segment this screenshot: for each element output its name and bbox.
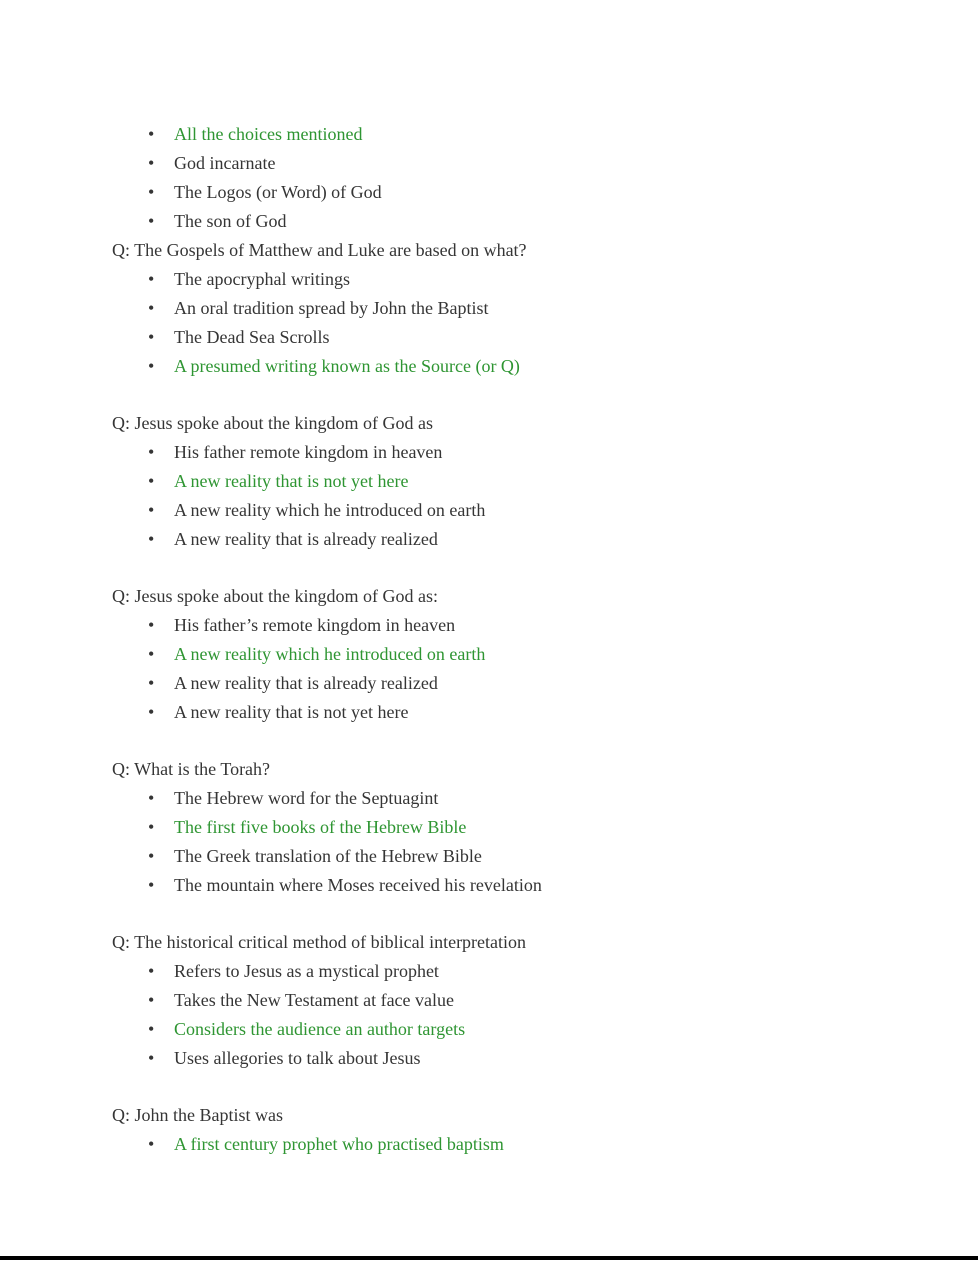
choice-text-correct-answer: A new reality which he introduced on earth xyxy=(174,644,486,664)
question-text: Q: What is the Torah? xyxy=(112,759,271,779)
bullet-icon: • xyxy=(148,124,155,144)
choice-item xyxy=(0,698,978,727)
choice-text: The son of God xyxy=(174,211,287,231)
question-text: Q: The historical critical method of biblical interpretation xyxy=(112,932,527,952)
bullet-icon: • xyxy=(148,442,155,462)
bullet-icon: • xyxy=(148,529,155,549)
bullet-icon: • xyxy=(148,817,155,837)
choice-item xyxy=(0,813,978,842)
bullet-icon: • xyxy=(148,615,155,635)
choice-item xyxy=(0,467,978,496)
choice-text: The apocryphal writings xyxy=(174,269,350,289)
choice-item xyxy=(0,611,978,640)
choice-item xyxy=(0,352,978,381)
choice-text: A new reality which he introduced on earth xyxy=(174,500,486,520)
choice-item xyxy=(0,957,978,986)
bullet-icon: • xyxy=(148,298,155,318)
bullet-icon: • xyxy=(148,153,155,173)
question-group-7 xyxy=(0,1101,978,1159)
question-group-2 xyxy=(0,236,978,381)
bullet-icon: • xyxy=(148,961,155,981)
choice-item xyxy=(0,265,978,294)
choice-item xyxy=(0,1130,978,1159)
bullet-icon: • xyxy=(148,182,155,202)
question-text: Q: Jesus spoke about the kingdom of God as: xyxy=(112,586,438,606)
choice-item xyxy=(0,784,978,813)
choice-text: His father’s remote kingdom in heaven xyxy=(174,615,456,635)
choice-item xyxy=(0,669,978,698)
question-group-3 xyxy=(0,409,978,554)
choice-item xyxy=(0,438,978,467)
choice-text-correct-answer: All the choices mentioned xyxy=(174,124,363,144)
choice-item xyxy=(0,120,978,149)
bullet-icon: • xyxy=(148,702,155,722)
bullet-icon: • xyxy=(148,1019,155,1039)
choice-text-correct-answer: A presumed writing known as the Source (or Q) xyxy=(174,356,520,376)
question-text: Q: Jesus spoke about the kingdom of God as xyxy=(112,413,433,433)
question-text: Q: John the Baptist was xyxy=(112,1105,283,1125)
choice-item xyxy=(0,149,978,178)
choice-item xyxy=(0,207,978,236)
choice-text: Takes the New Testament at face value xyxy=(174,990,455,1010)
choice-text: The mountain where Moses received his revelation xyxy=(174,875,542,895)
bullet-icon: • xyxy=(148,327,155,347)
choice-text: A new reality that is not yet here xyxy=(174,702,409,722)
bullet-icon: • xyxy=(148,1048,155,1068)
choice-text: A new reality that is already realized xyxy=(174,673,438,693)
choice-text: The Greek translation of the Hebrew Bible xyxy=(174,846,482,866)
bullet-icon: • xyxy=(148,356,155,376)
choice-item xyxy=(0,1044,978,1073)
choice-text: Uses allegories to talk about Jesus xyxy=(174,1048,421,1068)
bullet-icon: • xyxy=(148,211,155,231)
choice-item xyxy=(0,842,978,871)
choice-item xyxy=(0,1015,978,1044)
choice-text: God incarnate xyxy=(174,153,276,173)
bullet-icon: • xyxy=(148,269,155,289)
bullet-icon: • xyxy=(148,500,155,520)
bullet-icon: • xyxy=(148,471,155,491)
bullet-icon: • xyxy=(148,990,155,1010)
choice-text: The Dead Sea Scrolls xyxy=(174,327,330,347)
question-group-4 xyxy=(0,582,978,727)
bottom-window-border xyxy=(0,1256,978,1260)
bullet-icon: • xyxy=(148,1134,155,1154)
choice-text: An oral tradition spread by John the Baptist xyxy=(174,298,489,318)
choice-text-correct-answer: A new reality that is not yet here xyxy=(174,471,409,491)
question-text: Q: The Gospels of Matthew and Luke are based on what? xyxy=(112,240,527,260)
choice-item xyxy=(0,496,978,525)
choice-text: His father remote kingdom in heaven xyxy=(174,442,443,462)
choice-text: A new reality that is already realized xyxy=(174,529,438,549)
bullet-icon: • xyxy=(148,644,155,664)
question-group-1 xyxy=(0,120,978,236)
bullet-icon: • xyxy=(148,846,155,866)
bullet-icon: • xyxy=(148,673,155,693)
bullet-icon: • xyxy=(148,875,155,895)
choice-item xyxy=(0,871,978,900)
choice-text-correct-answer: The first five books of the Hebrew Bible xyxy=(174,817,467,837)
choice-item xyxy=(0,640,978,669)
choice-item xyxy=(0,323,978,352)
choice-item xyxy=(0,178,978,207)
choice-item xyxy=(0,986,978,1015)
question-group-6 xyxy=(0,928,978,1073)
question-group-5 xyxy=(0,755,978,900)
choice-text-correct-answer: Considers the audience an author targets xyxy=(174,1019,466,1039)
choice-text: The Hebrew word for the Septuagint xyxy=(174,788,439,808)
choice-item xyxy=(0,525,978,554)
choice-text: Refers to Jesus as a mystical prophet xyxy=(174,961,439,981)
bullet-icon: • xyxy=(148,788,155,808)
choice-item xyxy=(0,294,978,323)
choice-text-correct-answer: A first century prophet who practised baptism xyxy=(174,1134,504,1154)
choice-text: The Logos (or Word) of God xyxy=(174,182,382,202)
